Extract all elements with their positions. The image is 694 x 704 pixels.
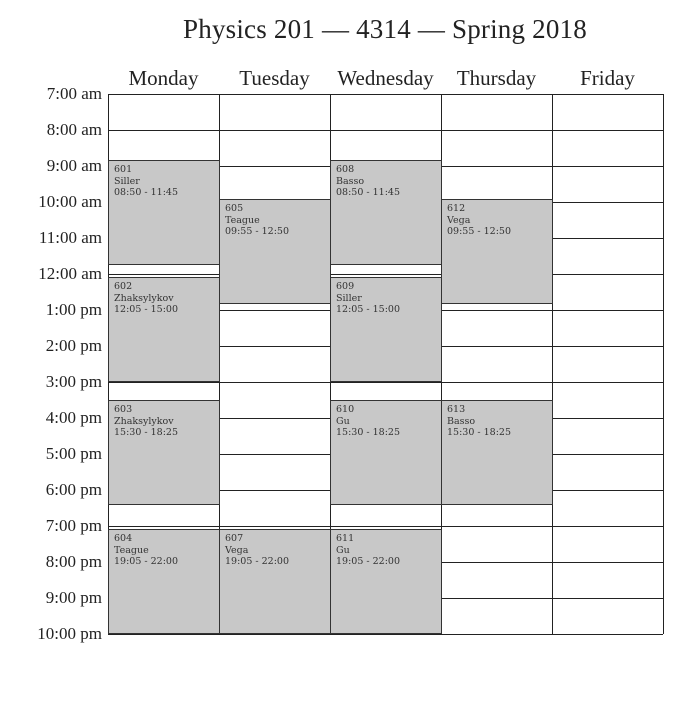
time-label: 3:00 pm <box>45 372 102 391</box>
time-label: 8:00 pm <box>45 552 102 571</box>
day-header-wednesday: Wednesday <box>337 66 434 90</box>
section-number: 605 <box>225 203 244 214</box>
section-number: 602 <box>114 280 133 292</box>
schedule-title: Physics 201 — 4314 — Spring 2018 <box>183 14 587 44</box>
section-instructor: Basso <box>336 175 365 187</box>
time-label: 9:00 am <box>46 156 102 175</box>
section-block-605[interactable] <box>219 199 331 304</box>
section-time: 15:30 - 18:25 <box>336 427 401 439</box>
day-header-tuesday: Tuesday <box>239 66 310 90</box>
section-block-601[interactable] <box>108 160 220 265</box>
section-time: 08:50 - 11:45 <box>114 187 179 199</box>
section-block-604[interactable] <box>108 529 220 634</box>
time-label: 10:00 pm <box>37 624 102 643</box>
section-block-607[interactable] <box>219 529 331 634</box>
section-number: 609 <box>336 280 355 292</box>
section-instructor: Zhaksylykov <box>114 415 174 427</box>
grid-hour-line <box>108 382 663 383</box>
time-label: 7:00 am <box>46 84 102 103</box>
section-time: 12:05 - 15:00 <box>336 304 401 316</box>
section-instructor: Vega <box>225 544 249 556</box>
section-number: 613 <box>447 404 466 415</box>
time-label: 7:00 pm <box>45 516 102 535</box>
grid-day-line <box>663 94 664 634</box>
section-number: 612 <box>447 203 466 214</box>
section-instructor: Teague <box>225 214 260 226</box>
day-header-monday: Monday <box>128 66 199 90</box>
grid-day-line <box>552 94 553 634</box>
section-block-610[interactable] <box>330 400 442 505</box>
grid-hour-line <box>108 634 663 635</box>
section-instructor: Zhaksylykov <box>114 292 174 304</box>
section-number: 603 <box>114 404 133 415</box>
section-instructor: Siller <box>336 292 362 304</box>
grid-hour-line <box>108 130 663 131</box>
section-number: 601 <box>114 163 133 175</box>
time-label: 8:00 am <box>46 120 102 139</box>
section-instructor: Siller <box>114 175 140 187</box>
time-label: 4:00 pm <box>45 408 102 427</box>
time-label: 10:00 am <box>38 192 102 211</box>
section-time: 09:55 - 12:50 <box>447 226 512 238</box>
day-header-friday: Friday <box>580 66 635 90</box>
section-time: 19:05 - 22:00 <box>225 556 290 568</box>
section-number: 607 <box>225 532 244 544</box>
section-instructor: Gu <box>336 415 350 427</box>
grid-hour-line <box>108 274 663 275</box>
section-instructor: Basso <box>447 415 476 427</box>
section-block-602[interactable] <box>108 277 220 382</box>
section-block-613[interactable] <box>441 400 553 505</box>
section-time: 12:05 - 15:00 <box>114 304 179 316</box>
time-label: 5:00 pm <box>45 444 102 463</box>
grid-hour-line <box>108 94 663 95</box>
section-block-609[interactable] <box>330 277 442 382</box>
time-label: 9:00 pm <box>45 588 102 607</box>
time-label: 6:00 pm <box>45 480 102 499</box>
time-label: 2:00 pm <box>45 336 102 355</box>
grid-hour-line <box>108 526 663 527</box>
time-label: 12:00 am <box>38 264 102 283</box>
schedule-grid <box>108 94 663 634</box>
section-time: 15:30 - 18:25 <box>114 427 179 439</box>
time-label: 1:00 pm <box>45 300 102 319</box>
section-block-603[interactable] <box>108 400 220 505</box>
section-block-611[interactable] <box>330 529 442 634</box>
time-label: 11:00 am <box>38 228 102 247</box>
section-number: 610 <box>336 404 355 415</box>
section-time: 19:05 - 22:00 <box>114 556 179 568</box>
section-time: 19:05 - 22:00 <box>336 556 401 568</box>
section-instructor: Gu <box>336 544 350 556</box>
section-number: 611 <box>336 532 355 544</box>
section-instructor: Vega <box>447 214 471 226</box>
section-block-608[interactable] <box>330 160 442 265</box>
section-instructor: Teague <box>114 544 149 556</box>
section-block-612[interactable] <box>441 199 553 304</box>
day-header-thursday: Thursday <box>456 66 537 90</box>
section-time: 09:55 - 12:50 <box>225 226 290 238</box>
section-time: 08:50 - 11:45 <box>336 187 401 199</box>
section-number: 608 <box>336 163 355 175</box>
section-time: 15:30 - 18:25 <box>447 427 512 439</box>
section-number: 604 <box>114 532 133 544</box>
